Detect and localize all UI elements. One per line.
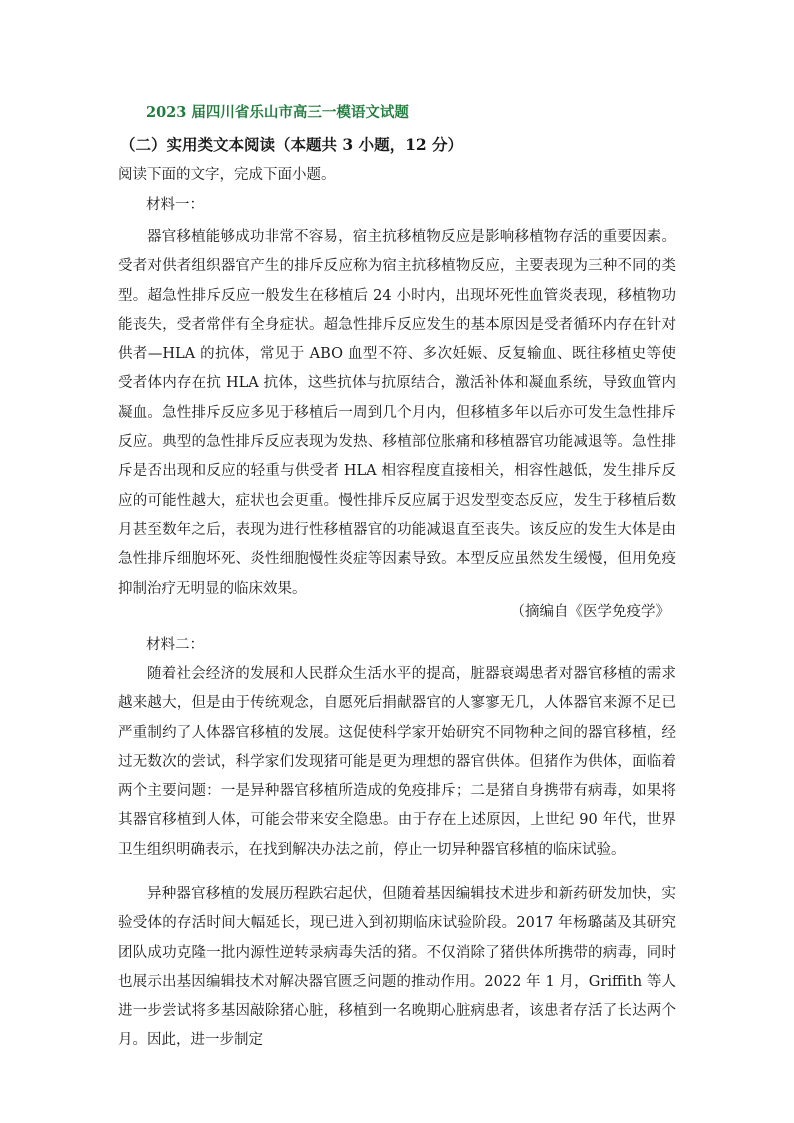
reading-instruction: 阅读下面的文字，完成下面小题。	[118, 167, 336, 183]
material-one-label: 材料一：	[146, 197, 204, 213]
section-heading: （二）实用类文本阅读（本题共 3 小题，12 分）	[120, 135, 464, 154]
material-one-source: （摘编自《医学免疫学》	[510, 604, 670, 620]
material-two-paragraph-2: 异种器官移植的发展历程跌宕起伏，但随着基因编辑技术进步和新药研发加快，实验受体的存活时间大幅延长，现已进入到初期临床试验阶段。2017 年杨璐菡及其研究团队成功克隆一批内源性逆转录病毒失活的猪。不仅消除了猪供体所携带的病毒，同时也展示出基因编辑技术对解决器官匮乏问题的推动作用。2022 年 1 月，Griffith 等人进一步尝试将多基因敲除猪心脏，移植到一名晚期心脏病患者，该患者存活了长达两个月。因此，进一步制定	[118, 886, 676, 1049]
document-title: 2023 届四川省乐山市高三一模语文试题	[146, 104, 409, 121]
material-one-paragraph: 器官移植能够成功非常不容易，宿主抗移植物反应是影响移植物存活的重要因素。受者对供者组织器官产生的排斥反应称为宿主抗移植物反应，主要表现为三种不同的类型。超急性排斥反应一般发生在移植后 24 小时内，出现坏死性血管炎表现，移植物功能丧失，受者常伴有全身症状。超急性排斥反应发生的基本原因是受者循环内存在针对供者—HLA 的抗体，常见于 ABO 血型不符、多次妊娠、反复输血、既往移植史等使受者体内存在抗 HLA 抗体，这些抗体与抗原结合，激活补体和凝血系统，导致血管内凝血。急性排斥反应多见于移植后一周到几个月内，但移植多年以后亦可发生急性排斥反应。典型的急性排斥反应表现为发热、移植部位胀痛和移植器官功能减退等。急性排斥是否出现和反应的轻重与供受者 HLA 相容程度直接相关，相容性越低，发生排斥反应的可能性越大，症状也会更重。慢性排斥反应属于迟发型变态反应，发生于移植后数月甚至数年之后，表现为进行性移植器官的功能减退直至丧失。该反应的发生大体是由急性排斥细胞坏死、炎性细胞慢性炎症等因素导致。本型反应虽然发生缓慢，但用免疫抑制治疗无明显的临床效果。	[118, 229, 676, 597]
material-two-label: 材料二：	[146, 637, 204, 653]
material-two-paragraph-1: 随着社会经济的发展和人民群众生活水平的提高，脏器衰竭患者对器官移植的需求越来越大，但是由于传统观念，自愿死后捐献器官的人寥寥无几，人体器官来源不足已严重制约了人体器官移植的发展。这促使科学家开始研究不同物种之间的器官移植，经过无数次的尝试，科学家们发现猪可能是更为理想的器官供体。但猪作为供体，面临着两个主要问题：一是异种器官移植所造成的免疫排斥；二是猪自身携带有病毒，如果将其器官移植到人体，可能会带来安全隐患。由于存在上述原因，上世纪 90 年代，世界卫生组织明确表示，在找到解决办法之前，停止一切异种器官移植的临床试验。	[118, 666, 676, 858]
